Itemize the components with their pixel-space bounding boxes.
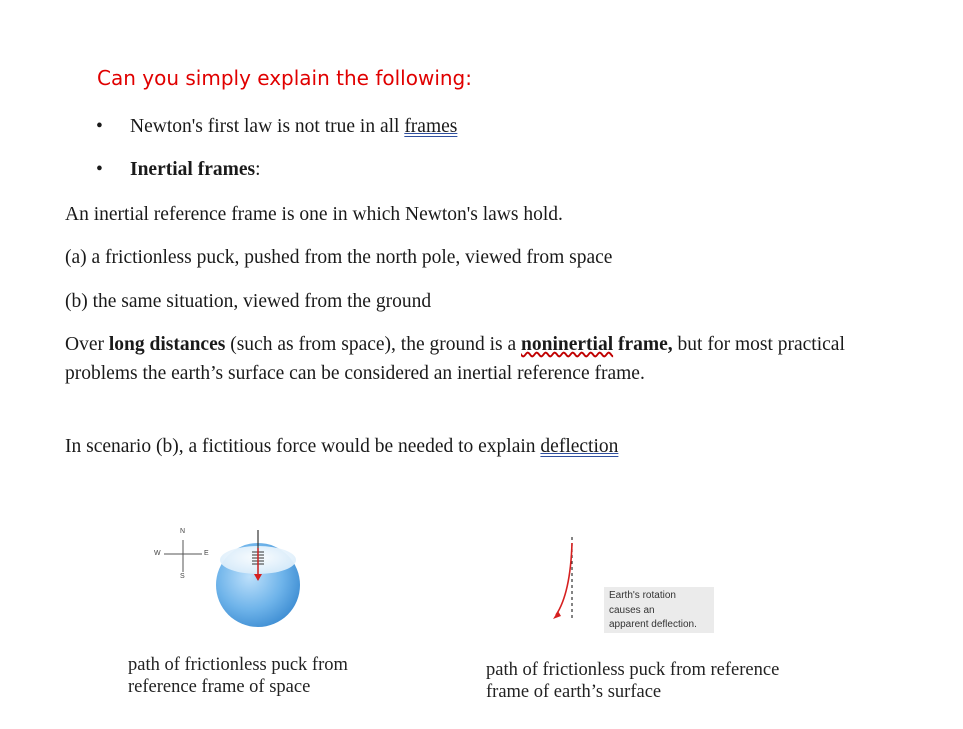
caption-line: path of frictionless puck from bbox=[128, 655, 348, 675]
compass-east: E bbox=[204, 550, 209, 557]
deflection-link[interactable]: deflection bbox=[540, 436, 619, 457]
long-distances-term: long distances bbox=[108, 334, 226, 355]
globe-illustration bbox=[210, 528, 310, 628]
text-run: (such as from space), the ground is a bbox=[225, 334, 522, 355]
caption-line: frame of earth’s surface bbox=[486, 682, 662, 702]
caption-line: reference frame of space bbox=[128, 677, 311, 697]
bullet-dot: • bbox=[96, 116, 103, 137]
frames-link[interactable]: frames bbox=[404, 116, 458, 137]
bullet-item-newton bbox=[96, 116, 457, 138]
page-heading: Can you simply explain the following: bbox=[97, 66, 472, 90]
rotation-note-box bbox=[604, 587, 714, 633]
frame-term: frame, bbox=[613, 334, 673, 355]
bullet-text: Newton's first law is not true in all bbox=[130, 116, 405, 137]
paragraph-scenario-a: (a) a frictionless puck, pushed from the north pole, viewed from space bbox=[65, 247, 613, 268]
deflection-path-illustration bbox=[548, 535, 588, 625]
compass-west: W bbox=[154, 550, 161, 557]
paragraph-scenario-b: (b) the same situation, viewed from the ground bbox=[65, 291, 432, 312]
inertial-frames-term: Inertial frames bbox=[130, 159, 256, 180]
paragraph-long-distances bbox=[65, 330, 885, 388]
text-run: In scenario (b), a fictitious force would be needed to explain bbox=[65, 436, 541, 457]
caption-earth-frame bbox=[486, 659, 779, 703]
bullet-dot: • bbox=[96, 159, 103, 180]
compass-cross-icon bbox=[150, 528, 212, 588]
paragraph-definition: An inertial reference frame is one in which Newton's laws hold. bbox=[65, 204, 563, 225]
rotation-note-line: Earth's rotation bbox=[609, 590, 676, 601]
compass-south: S bbox=[180, 573, 185, 580]
paragraph-fictitious-force bbox=[65, 432, 618, 461]
text-run: Over bbox=[65, 334, 109, 355]
caption-space-frame bbox=[128, 654, 348, 698]
caption-line: path of frictionless puck from reference bbox=[486, 660, 780, 680]
rotation-note-line: apparent deflection. bbox=[609, 619, 697, 630]
text-run: but for most practical problems the earth’s surface can be considered an inertial reference frame. bbox=[65, 334, 845, 384]
rotation-note-line: causes an bbox=[609, 604, 655, 616]
bullet-item-inertial bbox=[96, 159, 261, 181]
bullet-colon: : bbox=[255, 159, 261, 180]
noninertial-term: noninertial bbox=[521, 334, 614, 355]
compass-figure bbox=[150, 528, 212, 588]
compass-north: N bbox=[180, 528, 186, 535]
